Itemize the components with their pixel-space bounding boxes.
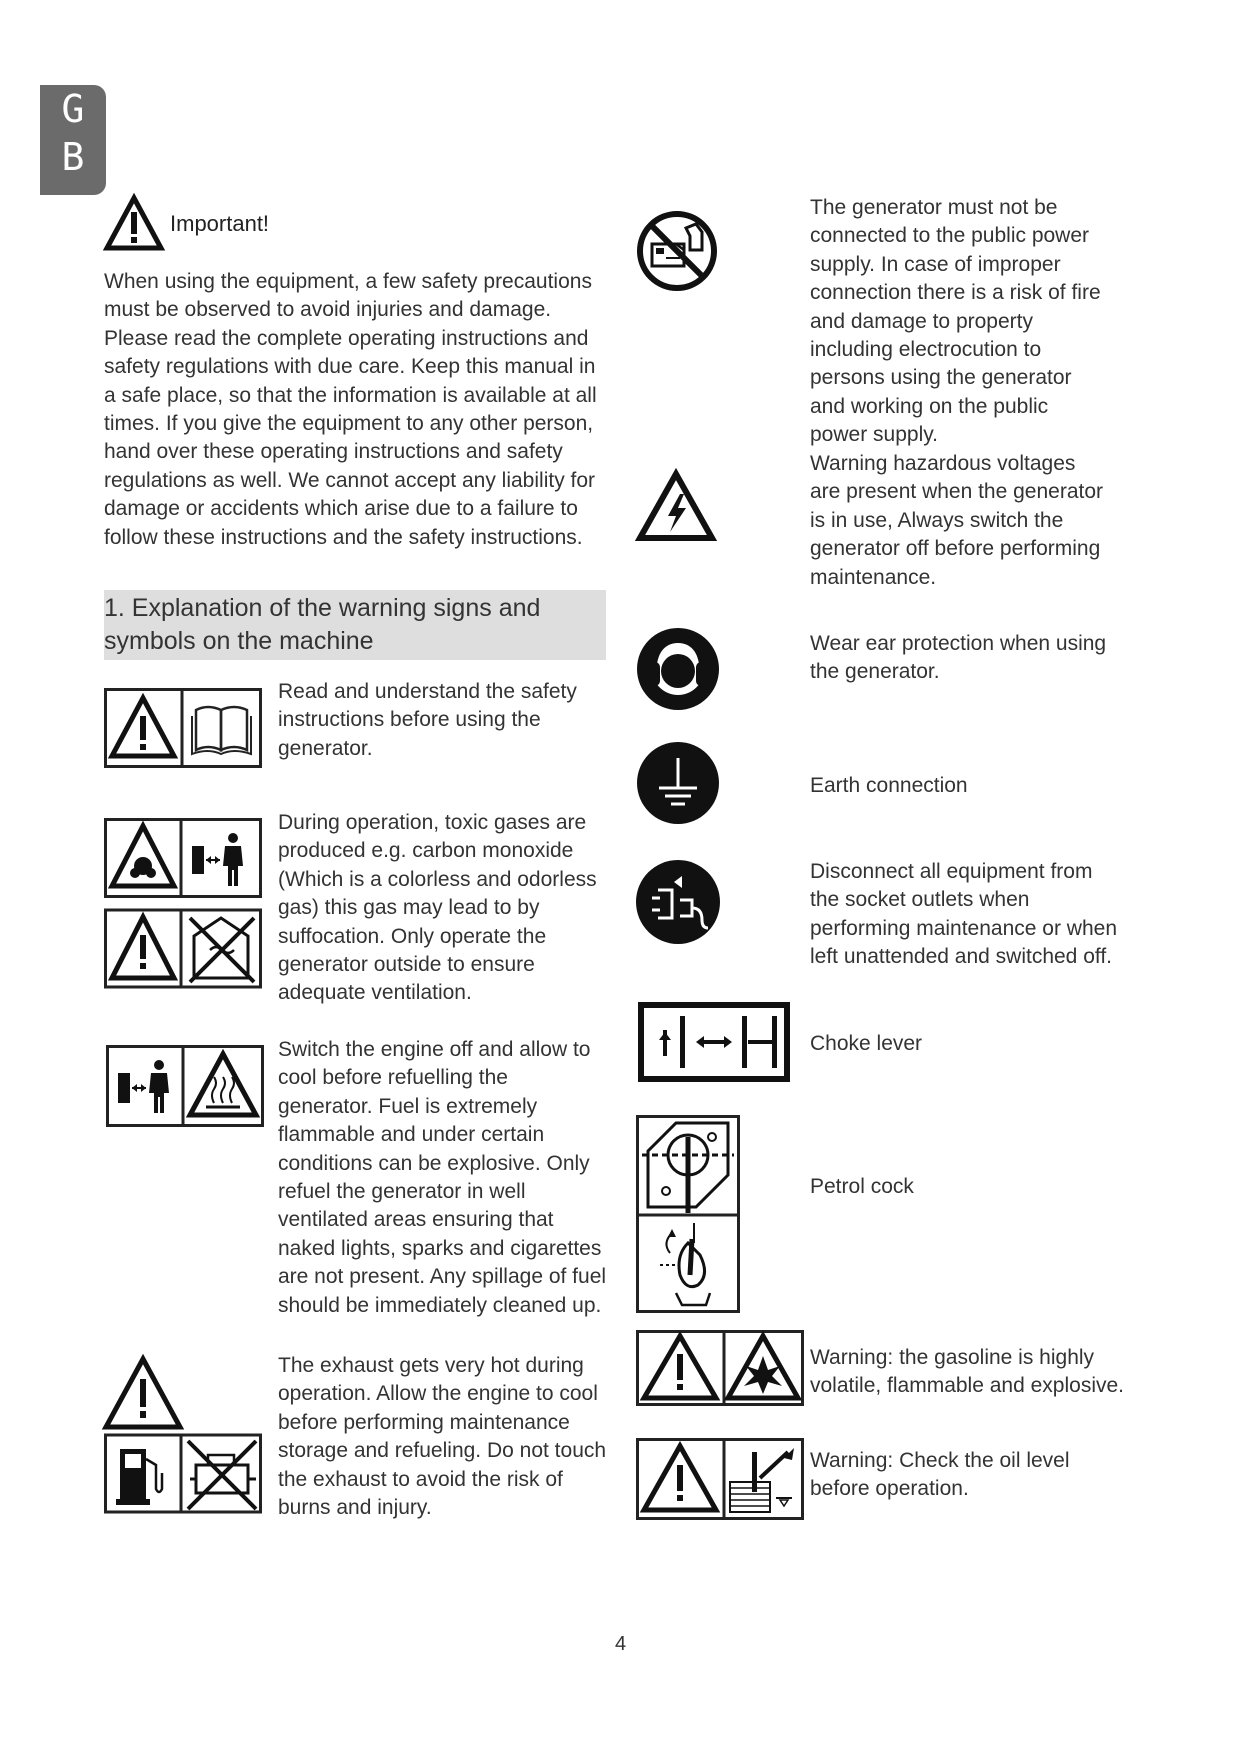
petrol-cock-icon xyxy=(636,1115,740,1313)
explosive-warning-icon xyxy=(636,1330,804,1406)
hot-surface-icon xyxy=(106,1045,264,1127)
page-number: 4 xyxy=(614,1633,627,1655)
left-item-text: Read and understand the safety instructions before using the generator. xyxy=(278,680,577,760)
right-item-text: Warning hazardous voltages are present when the generator is in use, Always switch the generator off before performing maintenance. xyxy=(810,452,1104,589)
section-heading: 1. Explanation of the warning signs and symbols on the machine xyxy=(104,590,606,660)
right-item-text: Earth connection xyxy=(810,774,968,797)
high-voltage-icon xyxy=(636,470,716,542)
right-item-text: Wear ear protection when using the generator. xyxy=(810,632,1107,684)
language-letter: B xyxy=(61,135,85,179)
hot-exhaust-icon xyxy=(104,1355,262,1515)
right-item-text: Disconnect all equipment from the socket outlets when performing maintenance or when left unattended and switched off. xyxy=(810,860,1118,969)
right-item-text: The generator must not be connected to the public power supply. In case of improper connection there is a risk of fire and damage to property including electrocution to persons using the generator and working on the public power supply. xyxy=(810,196,1101,447)
right-item-text: Petrol cock xyxy=(810,1175,914,1198)
left-item-text: The exhaust gets very hot during operation. Allow the engine to cool before performing maintenance storage and refueling. Do not touch the exhaust to avoid the risk of burns and injury. xyxy=(278,1354,607,1520)
important-body: When using the equipment, a few safety precautions must be observed to avoid injuries and damage. Please read the complete operating instructions and safety regulations with due care. Keep this manual in a safe place, so that the information is available at all times. If you give the equipment to any other person, hand over these operating instructions and safety regulations as well. We cannot accept any liability for damage or accidents which arise due to a failure to follow these instructions and the safety instructions. xyxy=(104,270,597,549)
right-item-text: Warning: the gasoline is highly volatile, flammable and explosive. xyxy=(810,1346,1124,1398)
language-letter: G xyxy=(61,87,85,131)
warning-triangle-icon xyxy=(104,195,164,251)
toxic-gas-icon xyxy=(104,818,262,990)
right-item-text: Warning: Check the oil level before operation. xyxy=(810,1449,1070,1501)
choke-lever-icon xyxy=(638,1002,790,1082)
disconnect-plug-icon xyxy=(636,860,720,944)
important-title: Important! xyxy=(170,211,270,236)
ear-protection-icon xyxy=(637,628,719,710)
right-item-text: Choke lever xyxy=(810,1032,923,1055)
no-mains-connection-icon xyxy=(636,210,718,292)
read-manual-icon xyxy=(104,688,262,768)
oil-level-icon xyxy=(636,1438,804,1520)
left-item-text: During operation, toxic gases are produced e.g. carbon monoxide (Which is a colorless and odorless gas) this gas may lead to by suffocation. Only operate the generator outside to ensure adequate ventilation. xyxy=(278,811,597,1005)
earth-connection-icon xyxy=(637,742,719,824)
language-tab xyxy=(40,85,106,195)
left-item-text: Switch the engine off and allow to cool before refuelling the generator. Fuel is extremely flammable and under certain conditions can be explosive. Only refuel the generator in well ventilated areas ensuring that naked lights, sparks and cigarettes are not present. Any spillage of fuel should be immediately cleaned up. xyxy=(278,1038,607,1317)
